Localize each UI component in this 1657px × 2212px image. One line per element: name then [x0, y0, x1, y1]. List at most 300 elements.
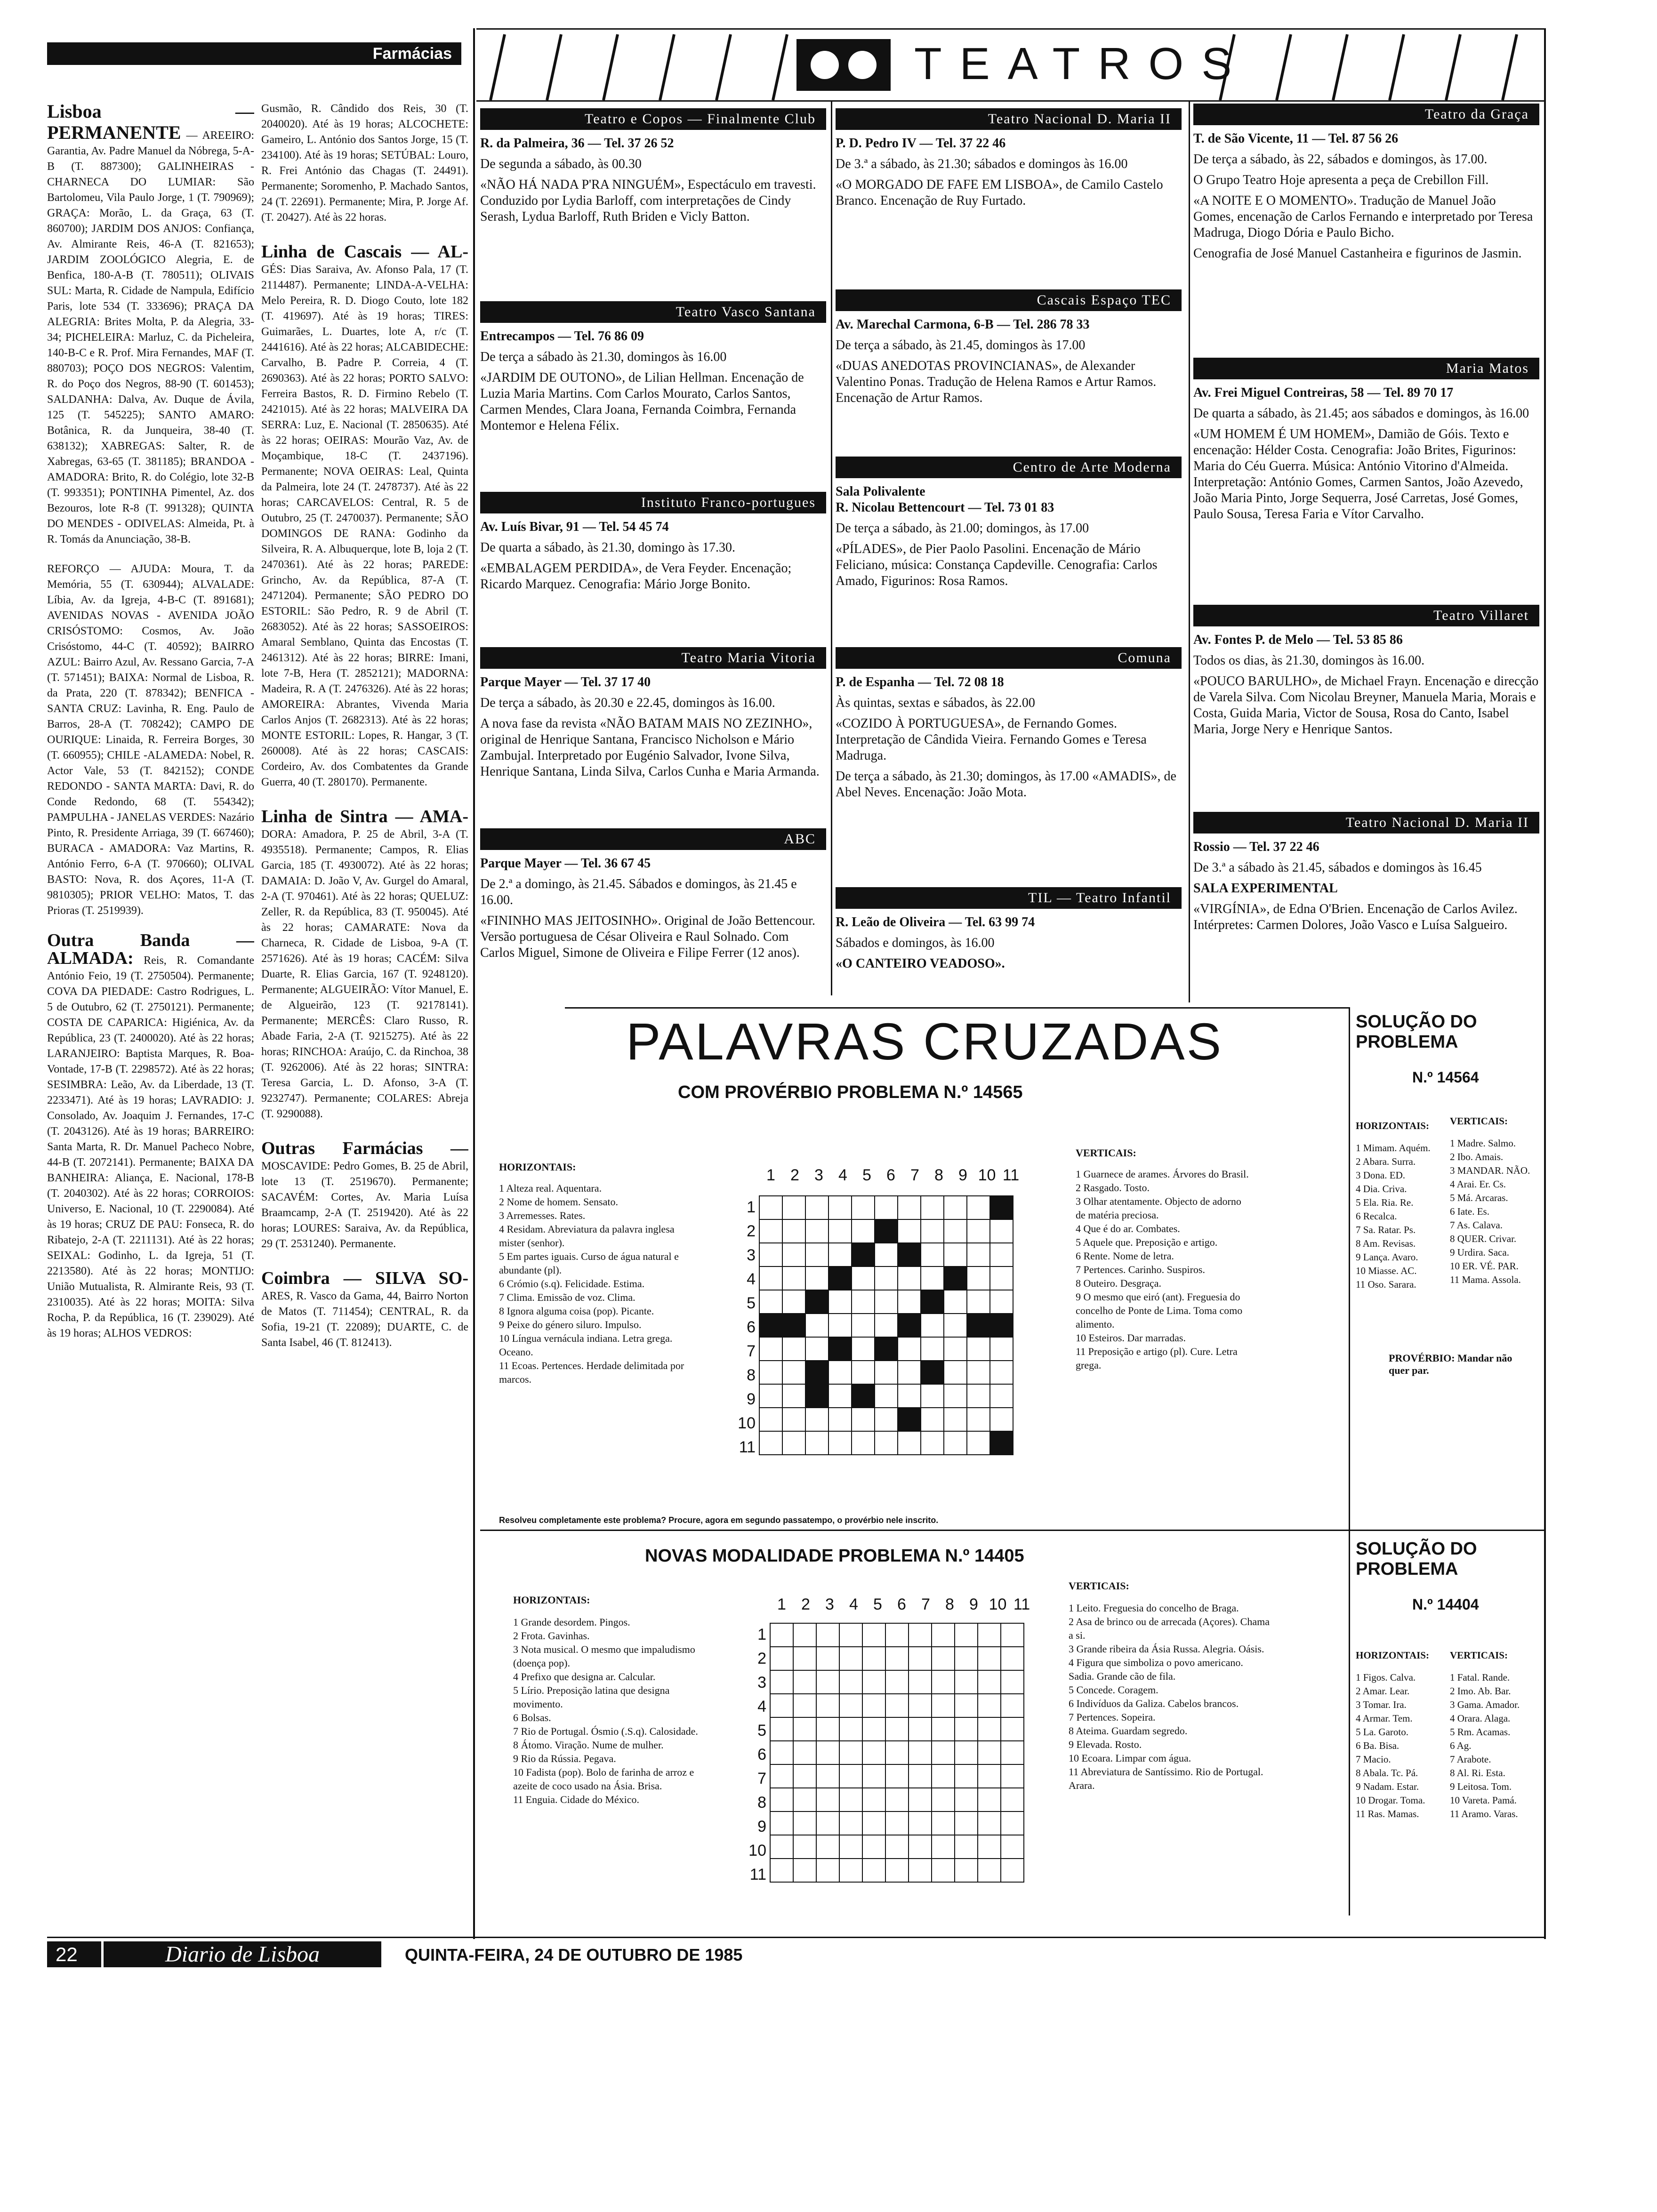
- solution-item: 4 Orara. Alaga.: [1450, 1713, 1511, 1724]
- theatre-name: ABC: [480, 828, 826, 850]
- grid-cell[interactable]: [1001, 1788, 1024, 1811]
- grid-cell[interactable]: [759, 1361, 782, 1384]
- grid-cell[interactable]: [816, 1811, 839, 1835]
- grid-cell[interactable]: [1001, 1694, 1024, 1717]
- theatre-listing: [1193, 358, 1539, 527]
- clue-item: 9 Rio da Rússia. Pegava.: [513, 1753, 616, 1764]
- solution-item: 5 Má. Arcaras.: [1450, 1192, 1508, 1203]
- column-number: 4: [838, 1166, 847, 1184]
- clue-item: 5 Concede. Coragem.: [1069, 1684, 1158, 1696]
- grid-cell[interactable]: [759, 1219, 782, 1243]
- grid-cell[interactable]: [816, 1859, 839, 1882]
- column-number: 1: [777, 1595, 786, 1613]
- grid-cell[interactable]: [805, 1243, 828, 1266]
- grid-cell[interactable]: [1001, 1717, 1024, 1741]
- grid-cell[interactable]: [839, 1788, 862, 1811]
- grid-cell[interactable]: [944, 1361, 967, 1384]
- grid-cell[interactable]: [862, 1670, 885, 1694]
- grid-cell[interactable]: [759, 1384, 782, 1408]
- solution-item: 8 QUER. Crivar.: [1450, 1233, 1517, 1244]
- theatre-description: «JARDIM DE OUTONO», de Lilian Hellman. Encenação de Luzia Maria Martins. Com Carlos Mourato, Carlos Santos, Carmen Mendes, Clara Joana, Fernanda Coimbra, Fernanda Montemor e Helena Félix.: [480, 370, 804, 433]
- grid-cell[interactable]: [852, 1408, 875, 1431]
- grid-cell[interactable]: [978, 1788, 1001, 1811]
- grid-cell[interactable]: [816, 1623, 839, 1647]
- grid-cell[interactable]: [828, 1196, 852, 1219]
- clue-item: 6 Crómio (s.q). Felicidade. Estima.: [499, 1278, 645, 1290]
- black-cell: [805, 1290, 828, 1314]
- grid-cell[interactable]: [1001, 1835, 1024, 1859]
- grid-cell[interactable]: [770, 1764, 793, 1788]
- grid-cell[interactable]: [828, 1431, 852, 1455]
- grid-cell[interactable]: [944, 1196, 967, 1219]
- grid-cell[interactable]: [921, 1243, 944, 1266]
- grid-cell[interactable]: [816, 1835, 839, 1859]
- grid-cell[interactable]: [828, 1219, 852, 1243]
- grid-cell[interactable]: [909, 1811, 932, 1835]
- grid-cell[interactable]: [932, 1835, 955, 1859]
- black-cell: [921, 1361, 944, 1384]
- grid-cell[interactable]: [967, 1266, 990, 1290]
- horizontals-label: HORIZONTAIS:: [499, 1161, 576, 1173]
- grid-cell[interactable]: [759, 1290, 782, 1314]
- grid-cell[interactable]: [828, 1243, 852, 1266]
- clue-item: 11 Abreviatura de Santíssimo. Rio de Portugal. Arara.: [1069, 1766, 1263, 1791]
- grid-cell[interactable]: [852, 1219, 875, 1243]
- row-number: 11: [739, 1438, 756, 1456]
- grid-cell[interactable]: [921, 1196, 944, 1219]
- grid-cell[interactable]: [816, 1670, 839, 1694]
- grid-cell[interactable]: [978, 1670, 1001, 1694]
- grid-cell[interactable]: [816, 1647, 839, 1670]
- grid-cell[interactable]: [978, 1623, 1001, 1647]
- grid-cell[interactable]: [921, 1266, 944, 1290]
- grid-cell[interactable]: [932, 1811, 955, 1835]
- grid-cell[interactable]: [816, 1788, 839, 1811]
- grid-cell[interactable]: [885, 1717, 909, 1741]
- grid-cell[interactable]: [885, 1670, 909, 1694]
- grid-cell[interactable]: [898, 1384, 921, 1408]
- grid-cell[interactable]: [828, 1361, 852, 1384]
- grid-cell[interactable]: [875, 1196, 898, 1219]
- grid-cell[interactable]: [770, 1647, 793, 1670]
- grid-cell[interactable]: [885, 1623, 909, 1647]
- column-number: 6: [897, 1595, 906, 1613]
- grid-cell[interactable]: [944, 1431, 967, 1455]
- grid-cell[interactable]: [770, 1670, 793, 1694]
- grid-cell[interactable]: [759, 1243, 782, 1266]
- grid-cell[interactable]: [816, 1717, 839, 1741]
- grid-cell[interactable]: [875, 1314, 898, 1337]
- grid-cell[interactable]: [885, 1764, 909, 1788]
- grid-cell[interactable]: [967, 1243, 990, 1266]
- grid-cell[interactable]: [898, 1266, 921, 1290]
- grid-cell[interactable]: [885, 1859, 909, 1882]
- grid-cell[interactable]: [955, 1835, 978, 1859]
- grid-cell[interactable]: [990, 1361, 1013, 1384]
- row-number: 4: [757, 1698, 766, 1715]
- grid-cell[interactable]: [990, 1290, 1013, 1314]
- grid-cell[interactable]: [793, 1741, 816, 1764]
- theatre-name: Cascais Espaço TEC: [836, 289, 1182, 311]
- grid-cell[interactable]: [885, 1647, 909, 1670]
- grid-cell[interactable]: [909, 1670, 932, 1694]
- grid-cell[interactable]: [759, 1408, 782, 1431]
- grid-cell[interactable]: [770, 1788, 793, 1811]
- grid-cell[interactable]: [805, 1314, 828, 1337]
- grid-cell[interactable]: [990, 1219, 1013, 1243]
- grid-cell[interactable]: [990, 1243, 1013, 1266]
- grid-cell[interactable]: [816, 1694, 839, 1717]
- grid-cell[interactable]: [770, 1835, 793, 1859]
- grid-cell[interactable]: [793, 1859, 816, 1882]
- grid-cell[interactable]: [793, 1670, 816, 1694]
- grid-cell[interactable]: [875, 1290, 898, 1314]
- grid-cell[interactable]: [955, 1670, 978, 1694]
- grid-cell[interactable]: [793, 1811, 816, 1835]
- row-number: 10: [748, 1842, 766, 1859]
- grid-cell[interactable]: [955, 1623, 978, 1647]
- grid-cell[interactable]: [875, 1266, 898, 1290]
- grid-cell[interactable]: [852, 1196, 875, 1219]
- crossword-footer-note: Resolveu completamente este problema? Procure, agora em segundo passatempo, o provérbio nele inscrito.: [499, 1515, 939, 1525]
- grid-cell[interactable]: [990, 1384, 1013, 1408]
- grid-cell[interactable]: [770, 1811, 793, 1835]
- row-number: 7: [757, 1770, 766, 1787]
- grid-cell[interactable]: [805, 1337, 828, 1361]
- row-number: 8: [747, 1366, 756, 1384]
- solution-number: N.º 14564: [1412, 1069, 1479, 1086]
- grid-cell[interactable]: [898, 1219, 921, 1243]
- grid-cell[interactable]: [885, 1741, 909, 1764]
- grid-cell[interactable]: [875, 1384, 898, 1408]
- grid-cell[interactable]: [932, 1764, 955, 1788]
- solution-item: 1 Figos. Calva.: [1356, 1672, 1416, 1683]
- grid-cell[interactable]: [898, 1361, 921, 1384]
- grid-cell[interactable]: [862, 1741, 885, 1764]
- grid-cell[interactable]: [967, 1290, 990, 1314]
- grid-cell[interactable]: [932, 1694, 955, 1717]
- column-number: 2: [801, 1595, 810, 1613]
- theatre-schedule: De terça a sábado, às 20.30 e 22.45, domingos às 16.00.: [480, 696, 775, 710]
- clue-item: 11 Preposição e artigo (pl). Cure. Letra grega.: [1076, 1346, 1238, 1371]
- grid-cell[interactable]: [1001, 1811, 1024, 1835]
- grid-cell[interactable]: [782, 1408, 805, 1431]
- crossword-top-rule: [565, 1007, 1349, 1009]
- grid-cell[interactable]: [875, 1243, 898, 1266]
- pharmacy-block: Outras Farmácias — MOSCAVIDE: Pedro Gomes, B. 25 de Abril, lote 13 (T. 2519670). Permanente; SACAVÉM: Cortes, Av. Maria Luísa Braamcamp, 2-A (T. 2519420). Até às 22 horas; LOURES: Saraiva, Av. da República, 29 (T. 2531240). Permanente.: [261, 1138, 468, 1250]
- solution-item: 1 Mimam. Aquém.: [1356, 1142, 1431, 1154]
- grid-cell[interactable]: [839, 1859, 862, 1882]
- black-cell: [875, 1219, 898, 1243]
- grid-cell[interactable]: [978, 1859, 1001, 1882]
- grid-cell[interactable]: [782, 1266, 805, 1290]
- grid-cell[interactable]: [909, 1647, 932, 1670]
- grid-cell[interactable]: [839, 1717, 862, 1741]
- grid-cell[interactable]: [805, 1266, 828, 1290]
- theatre-schedule: Todos os dias, às 21.30, domingos às 16.00.: [1193, 653, 1425, 668]
- grid-cell[interactable]: [909, 1788, 932, 1811]
- theatre-description: «EMBALAGEM PERDIDA», de Vera Feyder. Encenação; Ricardo Marquez. Cenografia: Mário Jorge Bonito.: [480, 561, 792, 592]
- grid-cell[interactable]: [852, 1431, 875, 1455]
- grid-cell[interactable]: [932, 1859, 955, 1882]
- grid-cell[interactable]: [921, 1384, 944, 1408]
- grid-cell[interactable]: [944, 1243, 967, 1266]
- clue-item: 8 Átomo. Viração. Nume de mulher.: [513, 1739, 664, 1751]
- grid-cell[interactable]: [944, 1337, 967, 1361]
- black-cell: [782, 1314, 805, 1337]
- row-number: 3: [757, 1674, 766, 1691]
- theatre-listing: [1193, 812, 1539, 938]
- grid-cell[interactable]: [770, 1741, 793, 1764]
- grid-cell[interactable]: [828, 1384, 852, 1408]
- grid-cell[interactable]: [1001, 1741, 1024, 1764]
- grid-cell[interactable]: [921, 1431, 944, 1455]
- grid-cell[interactable]: [921, 1337, 944, 1361]
- grid-cell[interactable]: [793, 1835, 816, 1859]
- grid-cell[interactable]: [898, 1196, 921, 1219]
- grid-cell[interactable]: [793, 1623, 816, 1647]
- grid-cell[interactable]: [932, 1623, 955, 1647]
- grid-cell[interactable]: [816, 1764, 839, 1788]
- grid-cell[interactable]: [805, 1219, 828, 1243]
- grid-cell[interactable]: [885, 1811, 909, 1835]
- grid-cell[interactable]: [932, 1788, 955, 1811]
- grid-cell[interactable]: [944, 1290, 967, 1314]
- grid-cell[interactable]: [885, 1694, 909, 1717]
- solution-item: 4 Dia. Criva.: [1356, 1183, 1407, 1194]
- grid-cell[interactable]: [921, 1408, 944, 1431]
- clue-item: 3 Olhar atentamente. Objecto de adorno de matéria preciosa.: [1076, 1195, 1241, 1221]
- grid-cell[interactable]: [852, 1314, 875, 1337]
- grid-cell[interactable]: [793, 1717, 816, 1741]
- grid-cell[interactable]: [862, 1859, 885, 1882]
- clue-item: 7 Pertences. Carinho. Suspiros.: [1076, 1264, 1205, 1275]
- grid-cell[interactable]: [909, 1694, 932, 1717]
- grid-cell[interactable]: [990, 1266, 1013, 1290]
- grid-cell[interactable]: [885, 1788, 909, 1811]
- grid-cell[interactable]: [782, 1337, 805, 1361]
- grid-cell[interactable]: [909, 1717, 932, 1741]
- grid-cell[interactable]: [862, 1647, 885, 1670]
- grid-cell[interactable]: [978, 1717, 1001, 1741]
- theatre-description: A nova fase da revista «NÃO BATAM MAIS NO ZEZINHO», original de Henrique Santana, Francisco Nicholson e Mário Zambujal. Interpretado por Eugénio Salvador, Ivone Silva, Henrique Santana, Linda Silva, Carlos Cunha e Maria Armanda.: [480, 716, 820, 779]
- grid-cell[interactable]: [944, 1314, 967, 1337]
- grid-cell[interactable]: [852, 1337, 875, 1361]
- teatros-banner: [476, 28, 1545, 102]
- grid-cell[interactable]: [839, 1835, 862, 1859]
- grid-cell[interactable]: [862, 1717, 885, 1741]
- grid-cell[interactable]: [852, 1290, 875, 1314]
- grid-cell[interactable]: [978, 1741, 1001, 1764]
- theatre-schedule: De quarta a sábado, às 21.45; aos sábados e domingos, às 16.00: [1193, 406, 1529, 421]
- grid-cell[interactable]: [782, 1431, 805, 1455]
- solution-box: [1356, 1012, 1544, 1377]
- farmacias-header: [47, 42, 461, 65]
- grid-cell[interactable]: [967, 1431, 990, 1455]
- solution-verticals-label: VERTICAIS:: [1450, 1650, 1508, 1661]
- pharmacy-block: Linha de Sintra — AMA- DORA: Amadora, P. 25 de Abril, 3-A (T. 4935518). Permanente; Campos, R. Elias Garcia, 185 (T. 4930072). Até às 22 horas; DAMAIA: D. João V, Av. Gurgel do Amaral, 2-A (T. 970461). Até às 22 horas; QUELUZ: Zeller, R. da República, 83 (T. 950045). Até às 22 horas; CAMARATE: Nova da Charneca, R. Cidade de Lisboa, 9-A (T. 2571626). Até às 19 horas; CACÉM: Silva Duarte, R. Elias Garcia, 167 (T. 9248120). Permanente; ALGUEIRÃO: Vítor Manuel, E. de Algueirão, 123 (T. 92178141). Permanente; MERCÊS: Claro Russo, R. Abade Faria, 2-A (T. 9215275). Até às 22 horas; RINCHOA: Araújo, C. da Rinchoa, 38 (T. 9262006). Até às 22 horas; SINTRA: Teresa Garcia, L. D. Afonso, 3-A (T. 9232747). Permanente; COLARES: Abreja (T. 9290088).: [261, 807, 468, 1120]
- theatre-schedule: De quarta a sábado, às 21.30, domingo às 17.30.: [480, 540, 735, 555]
- grid-cell[interactable]: [909, 1764, 932, 1788]
- black-cell: [898, 1243, 921, 1266]
- grid-cell[interactable]: [862, 1623, 885, 1647]
- grid-cell[interactable]: [921, 1314, 944, 1337]
- grid-cell[interactable]: [805, 1431, 828, 1455]
- grid-cell[interactable]: [770, 1694, 793, 1717]
- grid-cell[interactable]: [909, 1835, 932, 1859]
- grid-column-numbers: [759, 1166, 1023, 1185]
- grid-cell[interactable]: [967, 1384, 990, 1408]
- grid-cell[interactable]: [932, 1670, 955, 1694]
- solution-item: 1 Fatal. Rande.: [1450, 1672, 1510, 1683]
- crossword-grid[interactable]: [770, 1623, 1024, 1883]
- pharmacy-block: Gusmão, R. Cândido dos Reis, 30 (T. 2040020). Até às 19 horas; ALCOCHETE: Gameiro, L. António dos Santos Jorge, 15 (T. 234100). Até às 19 horas; SETÚBAL: Louro, R. Frei António das Chagas (T. 24491). Permanente; Soromenho, P. Machado Santos, 24 (T. 22691). Permanente; Mira, P. Jorge Af. (T. 20427). Até às 22 horas.: [261, 103, 468, 224]
- grid-cell[interactable]: [782, 1384, 805, 1408]
- grid-cell[interactable]: [955, 1647, 978, 1670]
- grid-cell[interactable]: [782, 1361, 805, 1384]
- theatre-description: «O MORGADO DE FAFE EM LISBOA», de Camilo Castelo Branco. Encenação de Ruy Furtado.: [836, 177, 1163, 208]
- grid-cell[interactable]: [875, 1361, 898, 1384]
- grid-cell[interactable]: [898, 1290, 921, 1314]
- grid-cell[interactable]: [955, 1717, 978, 1741]
- grid-cell[interactable]: [828, 1408, 852, 1431]
- grid-cell[interactable]: [955, 1741, 978, 1764]
- grid-cell[interactable]: [967, 1219, 990, 1243]
- clue-item: 2 Nome de homem. Sensato.: [499, 1196, 618, 1208]
- grid-cell[interactable]: [862, 1694, 885, 1717]
- grid-cell[interactable]: [862, 1811, 885, 1835]
- grid-cell[interactable]: [816, 1741, 839, 1764]
- grid-cell[interactable]: [828, 1314, 852, 1337]
- grid-cell[interactable]: [782, 1290, 805, 1314]
- grid-cell[interactable]: [759, 1431, 782, 1455]
- grid-cell[interactable]: [898, 1431, 921, 1455]
- grid-cell[interactable]: [1001, 1859, 1024, 1882]
- crossword2-subtitle: NOVAS MODALIDADE PROBLEMA N.º 14405: [645, 1546, 1024, 1566]
- crossword-grid[interactable]: [759, 1195, 1014, 1455]
- clue-item: 5 Lírio. Preposição latina que designa movimento.: [513, 1684, 670, 1710]
- grid-cell[interactable]: [793, 1764, 816, 1788]
- black-cell: [967, 1314, 990, 1337]
- grid-cell[interactable]: [782, 1243, 805, 1266]
- grid-cell[interactable]: [852, 1266, 875, 1290]
- grid-cell[interactable]: [955, 1764, 978, 1788]
- solution-item: 2 Amar. Lear.: [1356, 1685, 1410, 1697]
- grid-cell[interactable]: [955, 1694, 978, 1717]
- grid-cell[interactable]: [932, 1647, 955, 1670]
- grid-cell[interactable]: [978, 1694, 1001, 1717]
- black-cell: [759, 1314, 782, 1337]
- grid-cell[interactable]: [955, 1788, 978, 1811]
- grid-cell[interactable]: [978, 1764, 1001, 1788]
- grid-cell[interactable]: [921, 1219, 944, 1243]
- grid-cell[interactable]: [782, 1219, 805, 1243]
- grid-cell[interactable]: [967, 1361, 990, 1384]
- grid-cell[interactable]: [805, 1196, 828, 1219]
- grid-cell[interactable]: [793, 1694, 816, 1717]
- grid-cell[interactable]: [967, 1337, 990, 1361]
- clue-item: 3 Nota musical. O mesmo que impaludismo (doença pop).: [513, 1643, 695, 1669]
- grid-cell[interactable]: [909, 1859, 932, 1882]
- grid-cell[interactable]: [839, 1764, 862, 1788]
- grid-cell[interactable]: [932, 1741, 955, 1764]
- grid-cell[interactable]: [967, 1196, 990, 1219]
- grid-cell[interactable]: [852, 1361, 875, 1384]
- grid-cell[interactable]: [875, 1408, 898, 1431]
- grid-cell[interactable]: [978, 1835, 1001, 1859]
- grid-cell[interactable]: [770, 1717, 793, 1741]
- grid-cell[interactable]: [875, 1431, 898, 1455]
- grid-cell[interactable]: [955, 1811, 978, 1835]
- grid-cell[interactable]: [967, 1408, 990, 1431]
- grid-cell[interactable]: [805, 1408, 828, 1431]
- solution-item: 8 Am. Revisas.: [1356, 1238, 1416, 1249]
- row-number: 3: [747, 1246, 756, 1264]
- grid-cell[interactable]: [909, 1623, 932, 1647]
- grid-cell[interactable]: [944, 1219, 967, 1243]
- grid-cell[interactable]: [862, 1788, 885, 1811]
- grid-cell[interactable]: [885, 1835, 909, 1859]
- grid-cell[interactable]: [770, 1859, 793, 1882]
- grid-cell[interactable]: [1001, 1670, 1024, 1694]
- grid-cell[interactable]: [839, 1623, 862, 1647]
- grid-cell[interactable]: [839, 1670, 862, 1694]
- grid-cell[interactable]: [839, 1741, 862, 1764]
- theatre-address: R. da Palmeira, 36 — Tel. 37 26 52: [480, 136, 674, 151]
- horizontals-clues: [513, 1593, 701, 1806]
- grid-cell[interactable]: [944, 1384, 967, 1408]
- grid-cell[interactable]: [862, 1835, 885, 1859]
- grid-cell[interactable]: [862, 1764, 885, 1788]
- grid-cell[interactable]: [955, 1859, 978, 1882]
- grid-cell[interactable]: [839, 1694, 862, 1717]
- verticals-label: VERTICAIS:: [1069, 1580, 1129, 1592]
- clue-item: 7 Clima. Emissão de voz. Clima.: [499, 1291, 635, 1303]
- page-number-badge: [47, 1941, 101, 1967]
- grid-cell[interactable]: [944, 1408, 967, 1431]
- solution-item: 1 Madre. Salmo.: [1450, 1138, 1516, 1149]
- grid-cell[interactable]: [1001, 1647, 1024, 1670]
- clue-item: 5 Aquele que. Preposição e artigo.: [1076, 1236, 1218, 1248]
- grid-cell[interactable]: [990, 1337, 1013, 1361]
- grid-cell[interactable]: [978, 1647, 1001, 1670]
- grid-cell[interactable]: [978, 1811, 1001, 1835]
- grid-cell[interactable]: [759, 1266, 782, 1290]
- theatre-listing: [836, 289, 1182, 411]
- grid-cell[interactable]: [759, 1196, 782, 1219]
- grid-cell[interactable]: [1001, 1623, 1024, 1647]
- grid-cell[interactable]: [782, 1196, 805, 1219]
- grid-cell[interactable]: [990, 1408, 1013, 1431]
- grid-cell[interactable]: [793, 1647, 816, 1670]
- theatre-description: «NÃO HÁ NADA P'RA NINGUÉM», Espectáculo em travesti. Conduzido por Lydia Barloff, com interpretações de Cindy Serash, Lydua Barloff, Ruth Briden e Vicly Batton.: [480, 177, 816, 224]
- grid-cell[interactable]: [932, 1717, 955, 1741]
- row-number: 9: [747, 1390, 756, 1408]
- grid-cell[interactable]: [828, 1290, 852, 1314]
- grid-cell[interactable]: [839, 1647, 862, 1670]
- grid-cell[interactable]: [1001, 1764, 1024, 1788]
- grid-cell[interactable]: [898, 1337, 921, 1361]
- theatre-description: Cenografia de José Manuel Castanheira e figurinos de Jasmin.: [1193, 246, 1522, 261]
- grid-cell[interactable]: [793, 1788, 816, 1811]
- theatre-name: Comuna: [836, 647, 1182, 669]
- solution-item: 10 Vareta. Pamá.: [1450, 1795, 1517, 1806]
- grid-cell[interactable]: [839, 1811, 862, 1835]
- grid-cell[interactable]: [909, 1741, 932, 1764]
- theatre-listing: [836, 108, 1182, 214]
- grid-cell[interactable]: [770, 1623, 793, 1647]
- grid-cell[interactable]: [759, 1337, 782, 1361]
